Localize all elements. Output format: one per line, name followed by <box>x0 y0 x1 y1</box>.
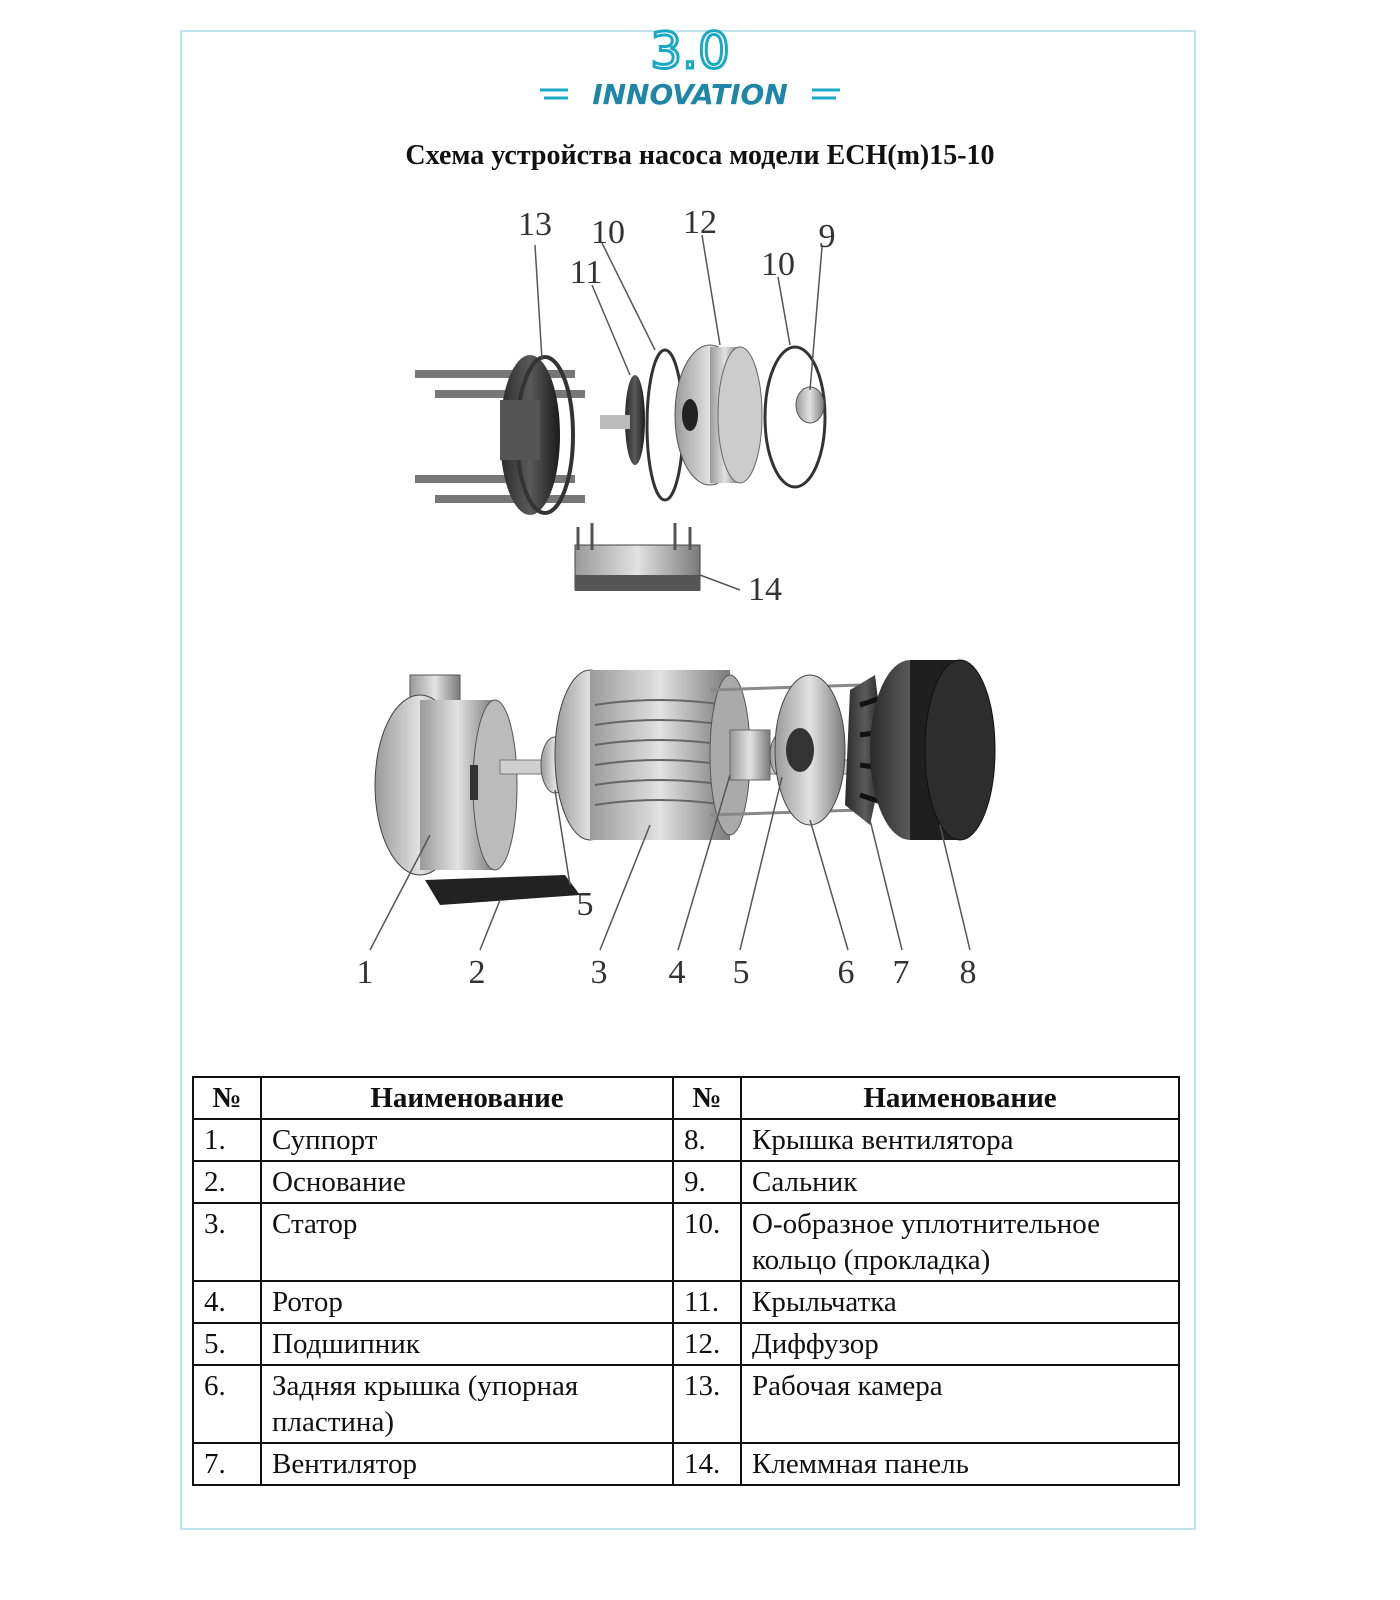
cell-num: 12. <box>673 1323 741 1365</box>
callout-4: 4 <box>668 954 686 991</box>
table-row <box>193 1281 1179 1323</box>
callout-3: 3 <box>590 954 608 991</box>
callout-1: 1 <box>356 954 374 991</box>
callout-13: 13 <box>518 206 552 243</box>
part-base <box>425 875 580 905</box>
cell-num: 4. <box>193 1281 261 1323</box>
part-working-chamber <box>415 355 585 515</box>
callout-7: 7 <box>892 954 910 991</box>
cell-num: 10. <box>673 1203 741 1281</box>
callout-10-right: 10 <box>761 246 795 283</box>
part-terminal-board <box>575 523 700 591</box>
table-row <box>193 1161 1179 1203</box>
cell-name: О-образное уплотнительное кольцо (прокладка) <box>741 1203 1179 1281</box>
table-row <box>193 1119 1179 1161</box>
cell-name: Клеммная панель <box>741 1443 1179 1485</box>
cell-num: 14. <box>673 1443 741 1485</box>
cell-name: Ротор <box>261 1281 673 1323</box>
cell-name: Вентилятор <box>261 1443 673 1485</box>
cell-name: Статор <box>261 1203 673 1281</box>
callout-10-left: 10 <box>591 214 625 251</box>
cell-num: 8. <box>673 1119 741 1161</box>
callout-2: 2 <box>468 954 486 991</box>
part-fan-cover <box>870 660 995 840</box>
callout-6: 6 <box>837 954 855 991</box>
table-row <box>193 1203 1179 1281</box>
callout-5-right: 5 <box>732 954 750 991</box>
cell-num: 13. <box>673 1365 741 1443</box>
part-impeller <box>600 375 645 465</box>
table-header-row <box>193 1077 1179 1119</box>
cell-name: Суппорт <box>261 1119 673 1161</box>
cell-num: 3. <box>193 1203 261 1281</box>
table-row <box>193 1323 1179 1365</box>
callout-5-left: 5 <box>576 886 594 923</box>
cell-name: Сальник <box>741 1161 1179 1203</box>
table-row <box>193 1365 1179 1443</box>
cell-name: Крышка вентилятора <box>741 1119 1179 1161</box>
header-num-right: № <box>673 1077 741 1119</box>
cell-name: Основание <box>261 1161 673 1203</box>
callout-12: 12 <box>683 205 717 241</box>
page-title: Схема устройства насоса модели ECH(m)15-10 <box>405 140 995 171</box>
cell-num: 5. <box>193 1323 261 1365</box>
callout-8: 8 <box>959 954 977 991</box>
callout-9: 9 <box>818 218 836 255</box>
callout-14: 14 <box>748 571 782 608</box>
cell-name: Крыльчатка <box>741 1281 1179 1323</box>
cell-num: 6. <box>193 1365 261 1443</box>
cell-num: 11. <box>673 1281 741 1323</box>
header-name-left: Наименование <box>261 1077 673 1119</box>
part-support <box>375 675 517 875</box>
parts-table <box>192 1076 1180 1486</box>
logo-word: INNOVATION <box>592 78 788 110</box>
logo-number: 3.0 <box>650 22 730 80</box>
table-row <box>193 1443 1179 1485</box>
part-seal <box>796 387 824 423</box>
header-num-left: № <box>193 1077 261 1119</box>
cell-name: Задняя крышка (упорная пластина) <box>261 1365 673 1443</box>
cell-num: 9. <box>673 1161 741 1203</box>
brand-logo <box>540 20 840 110</box>
cell-name: Рабочая камера <box>741 1365 1179 1443</box>
part-diffuser <box>675 345 762 485</box>
cell-name: Диффузор <box>741 1323 1179 1365</box>
cell-num: 1. <box>193 1119 261 1161</box>
cell-num: 2. <box>193 1161 261 1203</box>
header-name-right: Наименование <box>741 1077 1179 1119</box>
cell-num: 7. <box>193 1443 261 1485</box>
part-rotor <box>730 730 770 780</box>
cell-name: Подшипник <box>261 1323 673 1365</box>
pump-exploded-diagram <box>330 205 1070 1035</box>
callout-11: 11 <box>569 254 603 291</box>
